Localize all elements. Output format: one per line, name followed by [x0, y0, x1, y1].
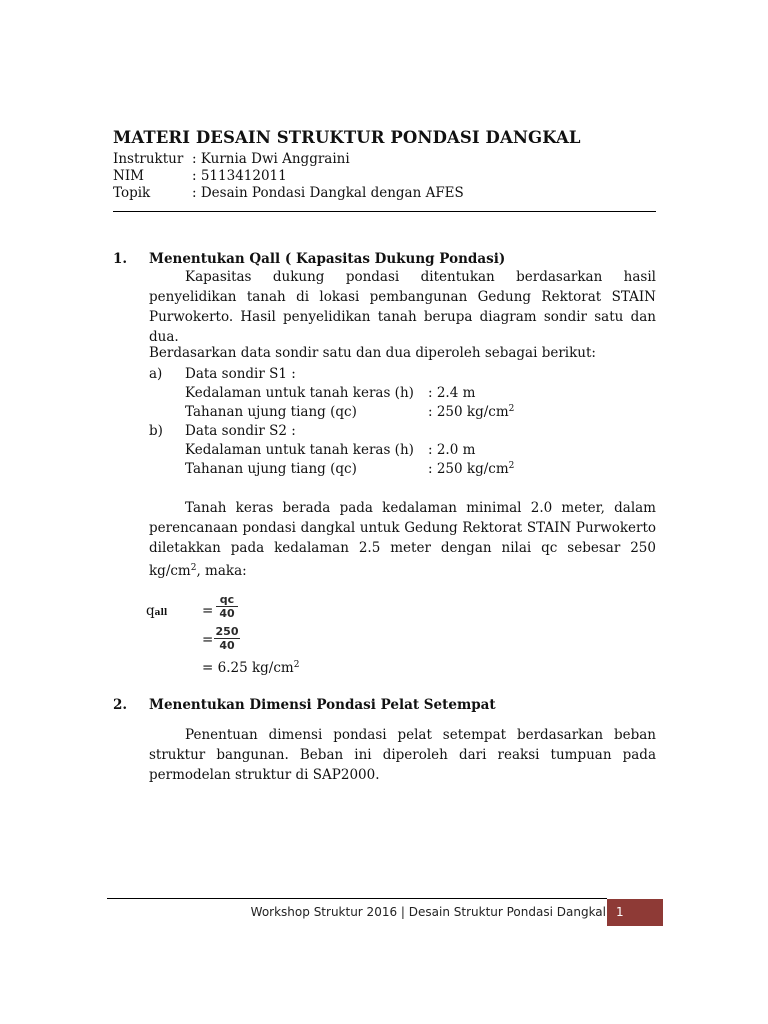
formula-symbol: qall: [146, 603, 168, 619]
formula-fraction-1: [216, 594, 238, 620]
formula-fraction-2: [214, 626, 240, 652]
formula-equals-1: =: [202, 603, 214, 619]
fraction-numerator: qc: [216, 594, 238, 607]
section-2-body: [149, 725, 656, 785]
meta-value: : Desain Pondasi Dangkal dengan AFES: [192, 185, 464, 201]
meta-label: Instruktur: [113, 151, 184, 167]
meta-nim: [113, 168, 287, 184]
page-number-badge: 1: [607, 899, 663, 926]
meta-label: NIM: [113, 168, 144, 184]
meta-instructor: [113, 151, 350, 167]
intro-paragraph: Kapasitas dukung pondasi ditentukan berdasarkan hasil penyelidikan tanah di lokasi pembangunan Gedung Rektorat STAIN Purwokerto. Hasil penyelidikan tanah berupa diagram sondir satu dan dua.: [149, 269, 656, 345]
meta-value: : Kurnia Dwi Anggraini: [192, 151, 350, 167]
section-2-paragraph: Penentuan dimensi pondasi pelat setempat berdasarkan beban struktur bangunan. Beban ini diperoleh dari reaksi tumpuan pada permodelan struktur di SAP2000.: [149, 727, 656, 783]
meta-label: Topik: [113, 185, 151, 201]
item-title: Data sondir S2 :: [185, 423, 296, 439]
section-2-heading: Menentukan Dimensi Pondasi Pelat Setempat: [149, 697, 496, 713]
data-value: : 250 $kg/cm^2$: [428, 461, 515, 477]
fraction-denominator: 40: [219, 607, 235, 620]
data-value: : 2.4 m: [428, 385, 476, 401]
meta-value: : 5113412011: [192, 168, 287, 184]
data-label: Tahanan ujung tiang (qc): [185, 404, 357, 420]
section-1-conclusion: [149, 498, 656, 581]
section-1-intro: [149, 267, 656, 347]
data-label: Tahanan ujung tiang (qc): [185, 461, 357, 477]
item-marker: a): [149, 366, 163, 382]
data-value: : 250 $kg/cm^2$: [428, 404, 515, 420]
header-divider: [113, 211, 656, 212]
fraction-denominator: 40: [219, 639, 235, 652]
section-2-number: 2.: [113, 697, 128, 713]
formula-equals-2: =: [202, 632, 214, 648]
formula-result: = 6.25 $kg/cm^2$: [202, 660, 300, 676]
section-1-heading: Menentukan Qall ( Kapasitas Dukung Pondasi): [149, 251, 506, 267]
meta-topic: [113, 185, 464, 201]
data-value: : 2.0 m: [428, 442, 476, 458]
section-1-lead: Berdasarkan data sondir satu dan dua diperoleh sebagai berikut:: [149, 345, 596, 361]
conclusion-paragraph: Tanah keras berada pada kedalaman minimal 2.0 meter, dalam perencanaan pondasi dangkal untuk Gedung Rektorat STAIN Purwokerto diletakkan pada kedalaman 2.5 meter dengan nilai qc sebesar 250 $kg/cm^2$, maka:: [149, 500, 656, 579]
data-label: Kedalaman untuk tanah keras (h): [185, 385, 414, 401]
data-label: Kedalaman untuk tanah keras (h): [185, 442, 414, 458]
fraction-numerator: 250: [215, 625, 239, 638]
item-marker: b): [149, 423, 163, 439]
item-title: Data sondir S1 :: [185, 366, 296, 382]
document-title: MATERI DESAIN STRUKTUR PONDASI DANGKAL: [113, 128, 581, 147]
footer-text: Workshop Struktur 2016 | Desain Struktur Pondasi Dangkal: [250, 905, 606, 919]
section-1-number: 1.: [113, 251, 128, 267]
footer-divider: [107, 898, 607, 899]
